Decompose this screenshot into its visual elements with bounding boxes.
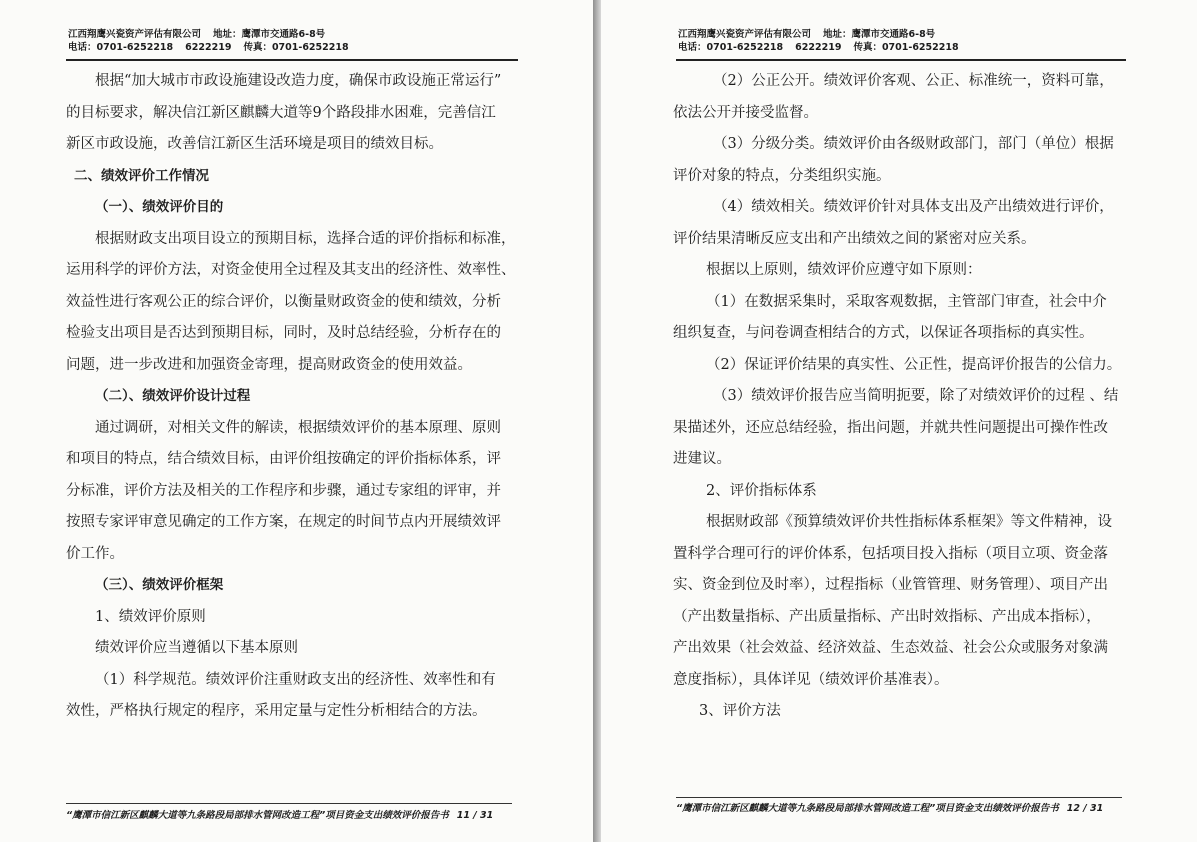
- company-name: 江西翔鹰兴瓷资产评估有限公司: [68, 29, 202, 40]
- paragraph: 和项目的特点，结合绩效目标，由评价组按确定的评价指标体系，评: [66, 451, 501, 467]
- paragraph: 检验支出项目是否达到预期目标，同时，及时总结经验，分析存在的: [66, 325, 501, 341]
- paragraph: 运用科学的评价方法，对资金使用全过程及其支出的经济性、效率性、: [66, 262, 516, 278]
- paragraph: 根据财政支出项目设立的预期目标，选择合适的评价指标和标准，: [95, 230, 516, 247]
- subsection-heading: （二）、绩效评价设计过程: [95, 388, 251, 404]
- paragraph: （4）绩效相关。绩效评价针对具体支出及产出绩效进行评价，: [713, 199, 1114, 215]
- footer-title: “鹰潭市信江新区麒麟大道等九条路段局部排水管网改造工程”项目资金支出绩效评价报告书: [676, 803, 1059, 814]
- paragraph: （3）分级分类。绩效评价由各级财政部门，部门（单位）根据: [713, 136, 1114, 152]
- paragraph: 评价对象的特点，分类组织实施。: [673, 167, 891, 184]
- page-header: [68, 28, 349, 54]
- item-heading: 3、评价方法: [699, 703, 781, 719]
- footer-rule: [676, 797, 1122, 798]
- section-heading: 二、绩效评价工作情况: [74, 167, 209, 184]
- page-header: [678, 28, 959, 54]
- paragraph: （3）绩效评价报告应当简明扼要，除了对绩效评价的过程 、结: [713, 388, 1119, 404]
- page-body: [673, 66, 1121, 728]
- paragraph: 置科学合理可行的评价体系，包括项目投入指标（项目立项、资金落: [673, 545, 1108, 562]
- page-footer: [676, 800, 1103, 814]
- paragraph: （2）公正公开。绩效评价客观、公正、标准统一，资料可靠，: [713, 73, 1114, 89]
- company-address: 地址：鹰潭市交通路6-8号: [213, 29, 326, 40]
- paragraph: 通过调研，对相关文件的解读，根据绩效评价的基本原理、原则: [95, 419, 501, 436]
- paragraph: 依法公开并接受监督。: [673, 104, 818, 121]
- header-rule: [66, 59, 518, 61]
- paragraph: 分标准，评价方法及相关的工作程序和步骤，通过专家组的评审，并: [66, 482, 501, 499]
- company-phone: 电话：0701-6252218: [68, 42, 174, 53]
- company-fax: 传真：0701-6252218: [243, 42, 349, 53]
- paragraph: 价工作。: [66, 545, 124, 562]
- paragraph: 产出效果（社会效益、经济效益、生态效益、社会公众或服务对象满: [673, 640, 1108, 656]
- page-number: 12 / 31: [1066, 803, 1104, 814]
- paragraph: （1）科学规范。绩效评价注重财政支出的经济性、效率性和有: [95, 671, 496, 688]
- paragraph: 意度指标），具体详见（绩效评价基准表）。: [673, 671, 949, 688]
- paragraph: 进建议。: [673, 451, 731, 467]
- paragraph: （2）保证评价结果的真实性、公正性，提高评价报告的公信力。: [706, 356, 1122, 373]
- company-phone: 电话：0701-6252218: [678, 42, 784, 53]
- company-address: 地址：鹰潭市交通路6-8号: [823, 29, 936, 40]
- paragraph: 按照专家评审意见确定的工作方案，在规定的时间节点内开展绩效评: [66, 514, 501, 530]
- page-body: [66, 66, 516, 728]
- subsection-heading: （一）、绩效评价目的: [95, 199, 224, 215]
- paragraph: 效性，严格执行规定的程序，采用定量与定性分析相结合的方法。: [66, 703, 487, 719]
- paragraph: 果描述外，还应总结经验，指出问题，并就共性问题提出可操作性改: [673, 419, 1108, 436]
- paragraph: 效益性进行客观公正的综合评价，以衡量财政资金的使和绩效，分析: [66, 293, 501, 310]
- document-page-left: [0, 0, 593, 842]
- paragraph: 问题，进一步改进和加强资金寄理，提高财政资金的使用效益。: [66, 356, 472, 373]
- header-rule: [676, 59, 1126, 61]
- item-heading: 1、绩效评价原则: [95, 608, 206, 625]
- document-page-right: [601, 0, 1197, 842]
- page-footer: [66, 807, 493, 821]
- paragraph: 组织复查，与问卷调查相结合的方式，以保证各项指标的真实性。: [673, 325, 1094, 341]
- footer-rule: [66, 803, 512, 804]
- company-fax: 传真：0701-6252218: [853, 42, 959, 53]
- paragraph: 根据财政部《预算绩效评价共性指标体系框架》等文件精神，设: [706, 514, 1112, 530]
- paragraph: 根据“加大城市市政设施建设改造力度，确保市政设施正常运行”: [95, 73, 502, 89]
- footer-title: “鹰潭市信江新区麒麟大道等九条路段局部排水管网改造工程”项目资金支出绩效评价报告书: [66, 810, 449, 821]
- paragraph: 评价结果清晰反应支出和产出绩效之间的紧密对应关系。: [673, 230, 1036, 247]
- company-phone-2: 6222219: [795, 42, 842, 53]
- page-number: 11 / 31: [456, 810, 494, 821]
- paragraph: 的目标要求，解决信江新区麒麟大道等9个路段排水困难，完善信江: [66, 104, 496, 121]
- paragraph: （1）在数据采集时，采取客观数据，主管部门审查，社会中介: [706, 293, 1107, 310]
- paragraph: 根据以上原则，绩效评价应遵守如下原则：: [706, 262, 982, 278]
- page-gutter: [593, 0, 601, 842]
- item-heading: 2、评价指标体系: [706, 482, 817, 499]
- company-name: 江西翔鹰兴瓷资产评估有限公司: [678, 29, 812, 40]
- subsection-heading: （三）、绩效评价框架: [95, 577, 224, 593]
- paragraph: 绩效评价应当遵循以下基本原则: [95, 640, 298, 656]
- paragraph: 实、资金到位及时率），过程指标（业管管理、财务管理）、项目产出: [673, 577, 1108, 593]
- company-phone-2: 6222219: [185, 42, 232, 53]
- paragraph: （产出数量指标、产出质量指标、产出时效指标、产出成本指标），: [673, 608, 1101, 625]
- paragraph: 新区市政设施，改善信江新区生活环境是项目的绩效目标。: [66, 136, 443, 152]
